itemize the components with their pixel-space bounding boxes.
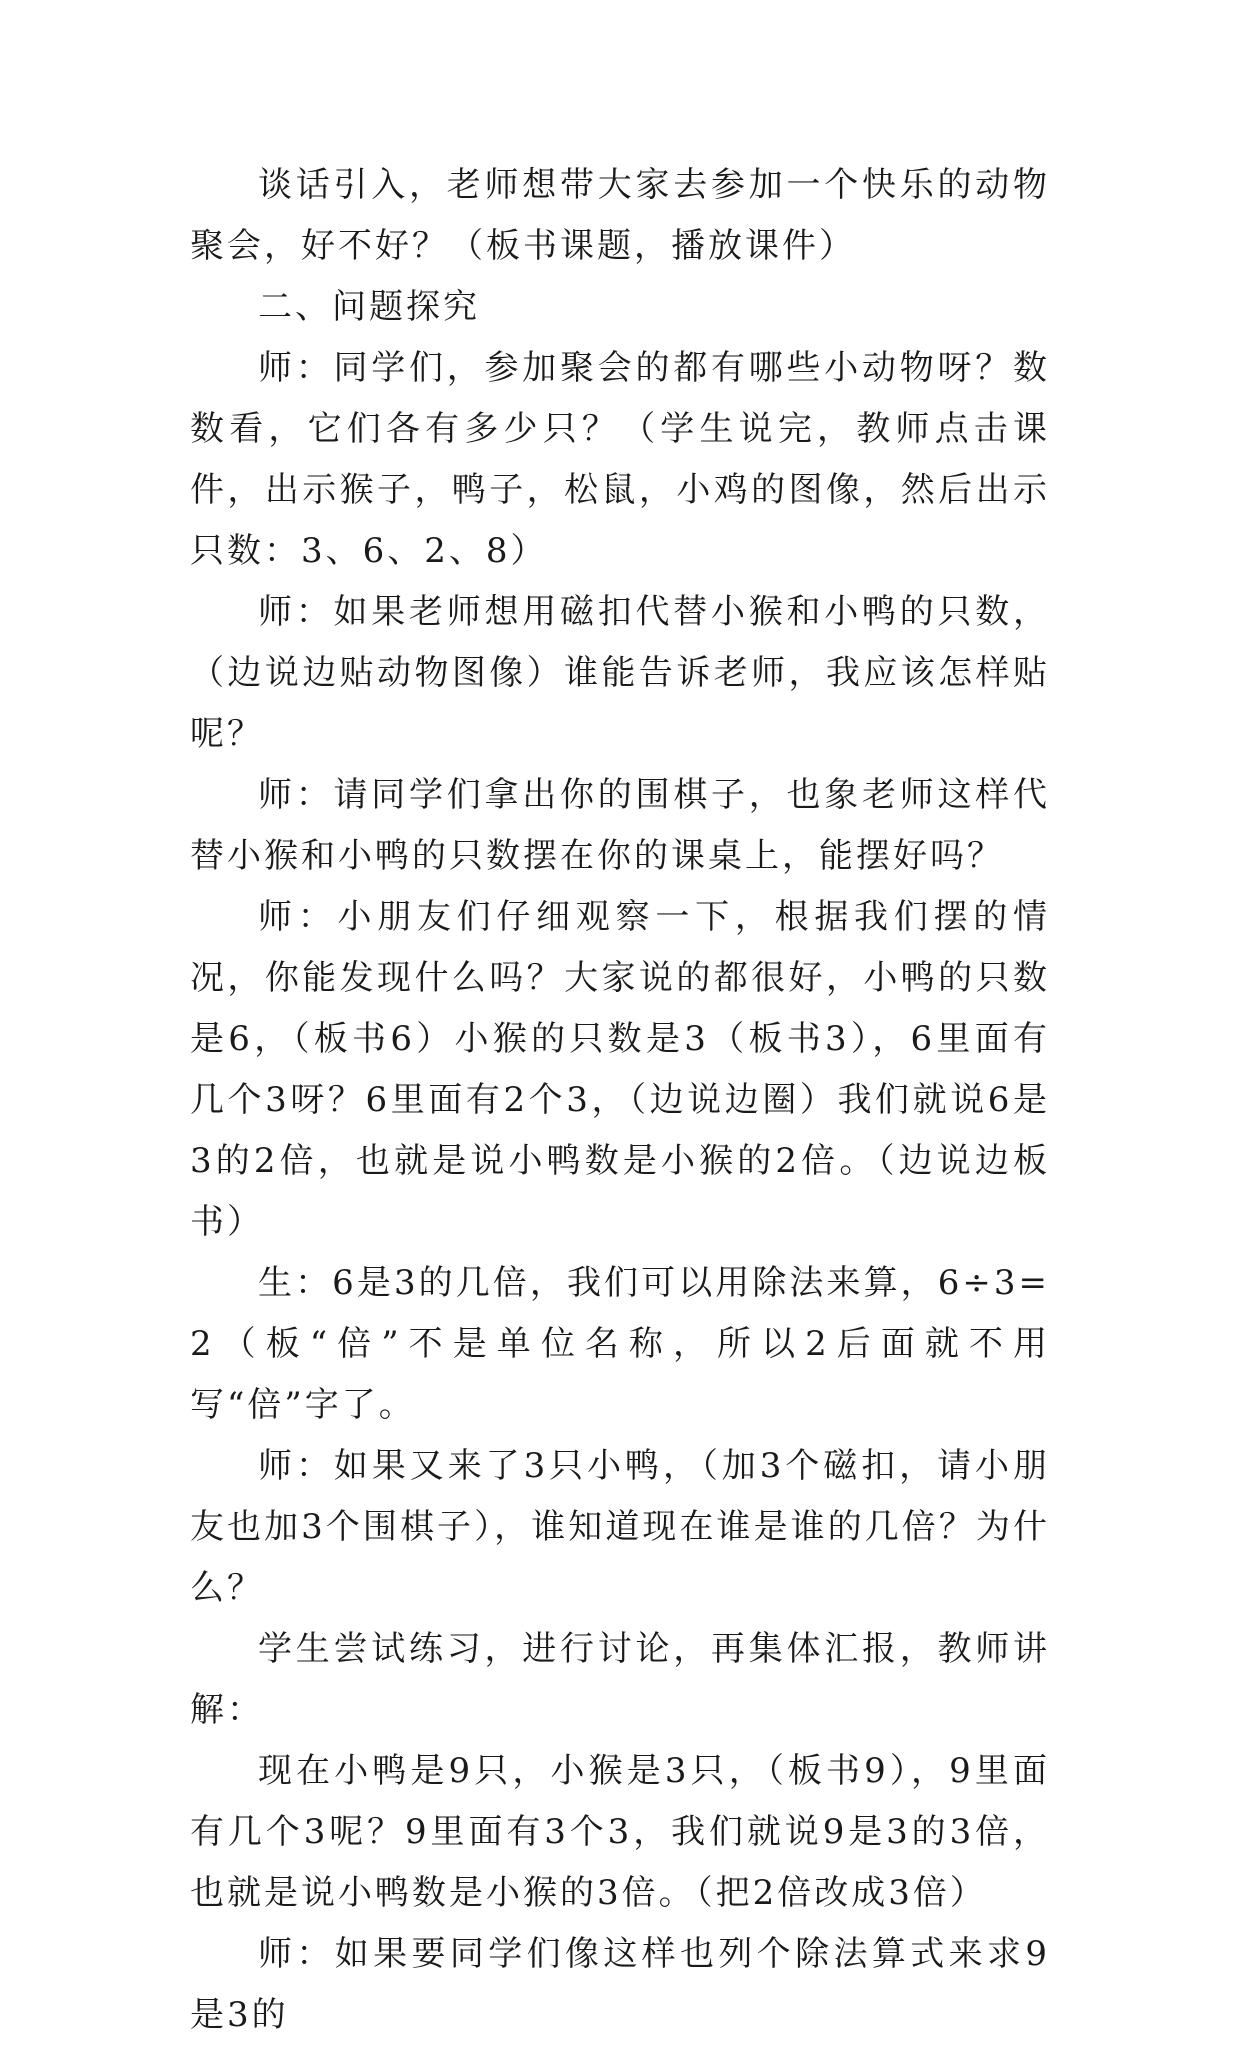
paragraph-nine-ducks: 现在小鸭是9只，小猴是3只，（板书9），9里面有几个3呢？9里面有3个3，我们就说9是3的3倍，也就是说小鸭数是小猴的3倍。（把2倍改成3倍） xyxy=(190,1751,1050,1913)
paragraph-count-animals: 师：同学们，参加聚会的都有哪些小动物呀？数数看，它们各有多少只？（学生说完，教师点击课件，出示猴子，鸭子，松鼠，小鸡的图像，然后出示只数：3、6、2、8） xyxy=(190,348,1050,571)
paragraph-intro: 谈话引入，老师想带大家去参加一个快乐的动物聚会，好不好？（板书课题，播放课件） xyxy=(190,165,1050,266)
paragraph-observe: 师：小朋友们仔细观察一下，根据我们摆的情况，你能发现什么吗？大家说的都很好，小鸭的只数是6，（板书6）小猴的只数是3（板书3），6里面有几个3呀？6里面有2个3，（边说边圈）我们就说6是3的2倍，也就是说小鸭数是小猴的2倍。（边说边板书） xyxy=(190,897,1050,1242)
paragraph-magnets: 师：如果老师想用磁扣代替小猴和小鸭的只数，（边说边贴动物图像）谁能告诉老师，我应该怎样贴呢？ xyxy=(190,592,1050,754)
paragraph-practice: 学生尝试练习，进行讨论，再集体汇报，教师讲解： xyxy=(190,1629,1050,1730)
paragraph-three-more-ducks: 师：如果又来了3只小鸭，（加3个磁扣，请小朋友也加3个围棋子），谁知道现在谁是谁的几倍？为什么？ xyxy=(190,1446,1050,1608)
section-heading: 二、问题探究 xyxy=(258,287,480,327)
paragraph-go-stones: 师：请同学们拿出你的围棋子，也象老师这样代替小猴和小鸭的只数摆在你的课桌上，能摆好吗？ xyxy=(190,775,1050,876)
paragraph-division-question: 师：如果要同学们像这样也列个除法算式来求9是3的 xyxy=(190,1934,1050,2035)
paragraph-division: 生：6是3的几倍，我们可以用除法来算，6÷3=2（板“倍”不是单位名称，所以2后面就不用写“倍”字了。 xyxy=(190,1263,1050,1425)
document-page xyxy=(190,155,1050,2046)
